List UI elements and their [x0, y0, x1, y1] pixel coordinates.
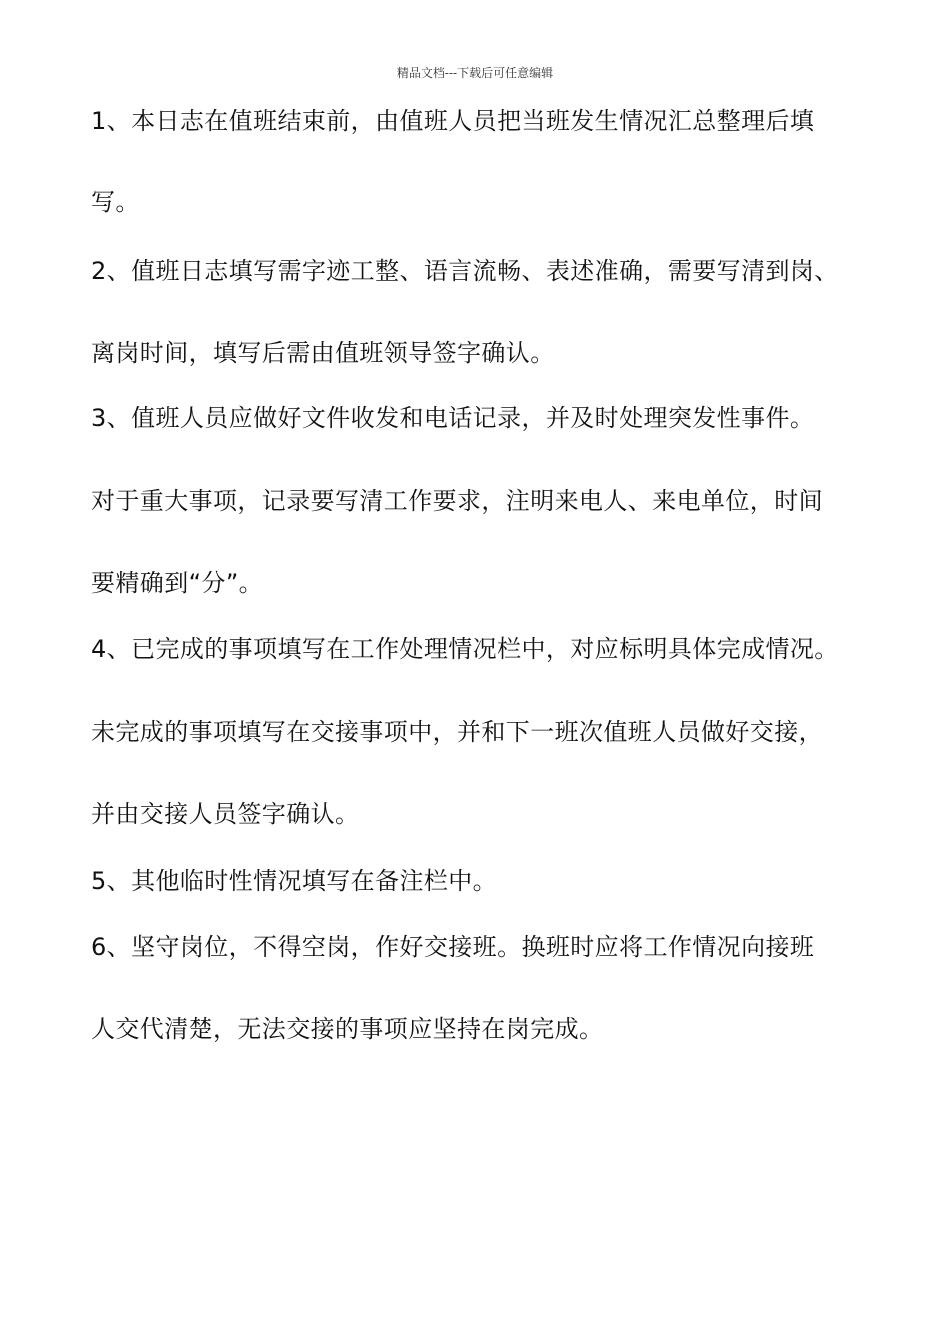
text-line: 4、已完成的事项填写在工作处理情况栏中，对应标明具体完成情况。: [91, 635, 839, 663]
text-line: 未完成的事项填写在交接事项中，并和下一班次值班人员做好交接，: [91, 718, 823, 746]
text-line: 要精确到“分”。: [91, 569, 264, 597]
header-note: 精品文档---下载后可任意编辑: [396, 66, 554, 80]
text-line: 3、值班人员应做好文件收发和电话记录，并及时处理突发性事件。: [91, 404, 815, 432]
text-line: 对于重大事项，记录要写清工作要求，注明来电人、来电单位，时间: [91, 487, 823, 515]
text-line: 1、本日志在值班结束前，由值班人员把当班发生情况汇总整理后填: [91, 107, 815, 135]
text-line: 5、其他临时性情况填写在备注栏中。: [91, 867, 498, 895]
text-line: 人交代清楚，无法交接的事项应坚持在岗完成。: [91, 1015, 604, 1043]
text-line: 2、值班日志填写需字迹工整、语言流畅、表述准确，需要写清到岗、: [91, 257, 839, 285]
text-line: 离岗时间，填写后需由值班领导签字确认。: [91, 339, 555, 367]
text-line: 写。: [91, 188, 140, 216]
text-line: 并由交接人员签字确认。: [91, 800, 360, 828]
text-line: 6、坚守岗位，不得空岗，作好交接班。换班时应将工作情况向接班: [91, 933, 815, 961]
